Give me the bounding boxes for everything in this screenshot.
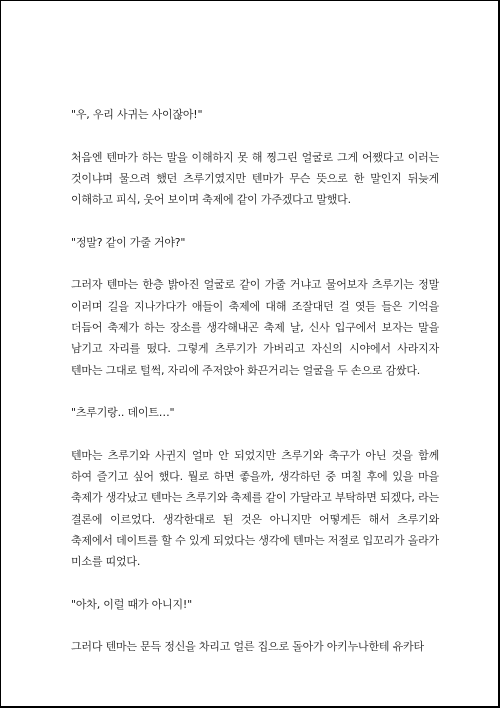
narration-paragraph: 텐마는 츠루기와 사귄지 얼마 안 되었지만 츠루기와 축구가 아닌 것을 함께 하여 즐기고 싶어 했다. 뭘로 하면 좋을까, 생각하던 중 며칠 후에 있을 마을 축제가 생각났고 텐마는 츠루기와 축제를 같이 가달라고 부탁하면 되겠다, 라는 결론에 이르었다. 생각한대로 된 것은 아니지만 어떻게든 해서 츠루기와 축제에서 데이트를 할 수 있게 되었다는 생각에 텐마는 저절로 입꼬리가 올라가 미소를 띠었다. bbox=[71, 448, 439, 569]
paragraph-gap bbox=[71, 253, 439, 274]
paragraph-gap bbox=[71, 125, 439, 146]
narration-paragraph: 그러다 텐마는 문득 정신을 차리고 얼른 집으로 돌아가 아키누나한테 유카타 bbox=[71, 640, 424, 654]
story-text bbox=[71, 104, 439, 658]
dialogue-line: "아차, 이럴 때가 아니지!" bbox=[71, 597, 192, 611]
paragraph-gap bbox=[71, 573, 439, 594]
dialogue-line: "정말? 같이 가줄 거야?" bbox=[71, 235, 186, 249]
paragraph-gap bbox=[71, 615, 439, 636]
dialogue-line: "우, 우리 사귀는 사이잖아!" bbox=[71, 108, 203, 121]
paragraph-gap bbox=[71, 381, 439, 402]
narration-paragraph: 그러자 텐마는 한층 밝아진 얼굴로 같이 가줄 거냐고 물어보자 츠루기는 정말 이러며 길을 지나가다가 애들이 축제에 대해 조잘대던 걸 엿듣 들은 기억을 더듬어 축제가 하는 장소를 생각해내곤 축제 날, 신사 입구에서 보자는 말을 남기고 자리를 떴다. 그렇게 츠루기가 가버리고 자신의 시야에서 사라지자 텐마는 그대로 털썩, 자리에 주저앉아 화끈거리는 얼굴을 두 손으로 감쌌다. bbox=[71, 278, 439, 377]
narration-paragraph: 처음엔 텐마가 하는 말을 이해하지 못 해 찡그린 얼굴로 그게 어쨌다고 이러는 것이냐며 물으려 했던 츠루기였지만 텐마가 무슨 뜻으로 한 말인지 뒤늦게 이해하고 피식, 웃어 보이며 축제에 같이 가주겠다고 말했다. bbox=[71, 150, 439, 207]
paragraph-gap bbox=[71, 423, 439, 444]
dialogue-line: "츠루기랑.. 데이트…" bbox=[71, 406, 175, 420]
paragraph-gap bbox=[71, 210, 439, 231]
